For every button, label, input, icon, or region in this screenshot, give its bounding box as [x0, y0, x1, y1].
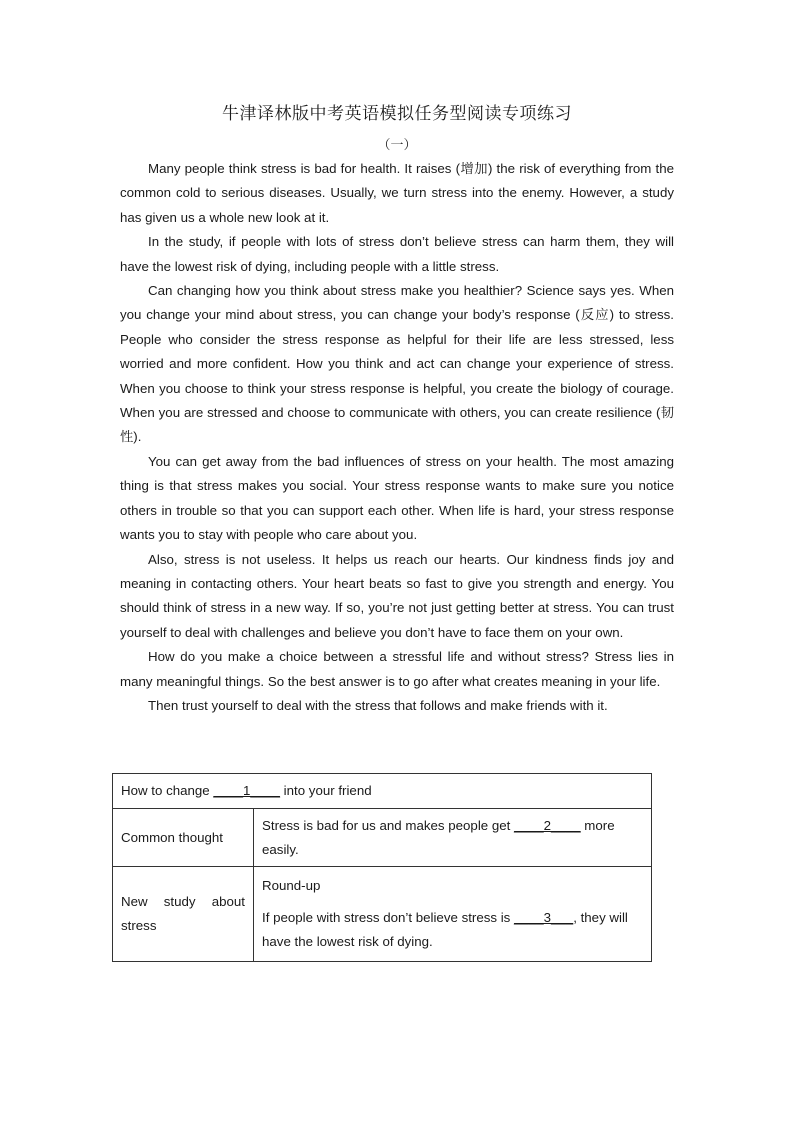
- header-text-after: into your friend: [279, 783, 372, 798]
- row-content-common-thought: [254, 809, 652, 867]
- content-text-after: more easily.: [262, 817, 615, 857]
- content-text-before: If people with stress don’t believe stress is: [262, 910, 515, 925]
- paragraph: Many people think stress is bad for health. It raises (增加) the risk of everything from the common cold to serious diseases. Usually, we turn stress into the enemy. However, a study has given us a whole new look at it.: [120, 161, 674, 225]
- blank-3[interactable]: ____3___: [514, 910, 574, 925]
- table-header-row: [113, 774, 652, 809]
- paragraph: How do you make a choice between a stressful life and without stress? Stress lies in many meaningful things. So the best answer is to go after what creates meaning in your life.: [120, 649, 674, 689]
- section-number: （一）: [377, 138, 417, 153]
- task-table: [112, 773, 652, 962]
- row-label-new-study: New study about stress: [113, 867, 254, 962]
- reading-passage: [120, 157, 674, 718]
- paragraph: Also, stress is not useless. It helps us reach our hearts. Our kindness finds joy and meaning in contacting others. Your heart beats so fast to give you strength and energy. You should think of stress in a new way. If so, you’re not just getting better at stress. You can trust yourself to deal with challenges and believe you don’t have to face them on your own.: [120, 551, 674, 640]
- row-label-common-thought: Common thought: [113, 809, 254, 867]
- paragraph: Then trust yourself to deal with the stress that follows and make friends with it.: [148, 697, 608, 713]
- content-text-after: , they will have the lowest risk of dying.: [262, 910, 628, 949]
- blank-1[interactable]: ____1____: [213, 783, 280, 798]
- paragraph: You can get away from the bad influences of stress on your health. The most amazing thing is that stress makes you social. Your stress response wants to make sure you notice others in trouble so that you can support each other. When life is hard, your stress response wants you to stay with people who care about you.: [120, 453, 674, 543]
- table-header-cell: [113, 774, 652, 809]
- header-text-before: How to change: [121, 783, 214, 798]
- spacer: [262, 898, 643, 906]
- blank-2[interactable]: ____2____: [514, 817, 581, 833]
- paragraph: In the study, if people with lots of stress don’t believe stress can harm them, they will have the lowest risk of dying, including people with a little stress.: [120, 234, 674, 274]
- paragraph: Can changing how you think about stress make you healthier? Science says yes. When you change your mind about stress, you can change your body’s response (反应) to stress. People who consider the stress response as helpful for their life are less stressed, less worried and more confident. How you think and act can change your experience of stress. When you choose to think your stress response is helpful, you create the biology of courage. When you are stressed and choose to communicate with others, you can create resilience (韧性).: [120, 283, 674, 445]
- row-content-new-study: [254, 867, 652, 962]
- table-row: [113, 809, 652, 867]
- document-title: 牛津译林版中考英语模拟任务型阅读专项练习: [222, 104, 572, 124]
- table-row: [113, 867, 652, 962]
- content-text-before: Stress is bad for us and makes people get: [262, 817, 515, 833]
- round-up-heading: Round-up: [262, 878, 321, 893]
